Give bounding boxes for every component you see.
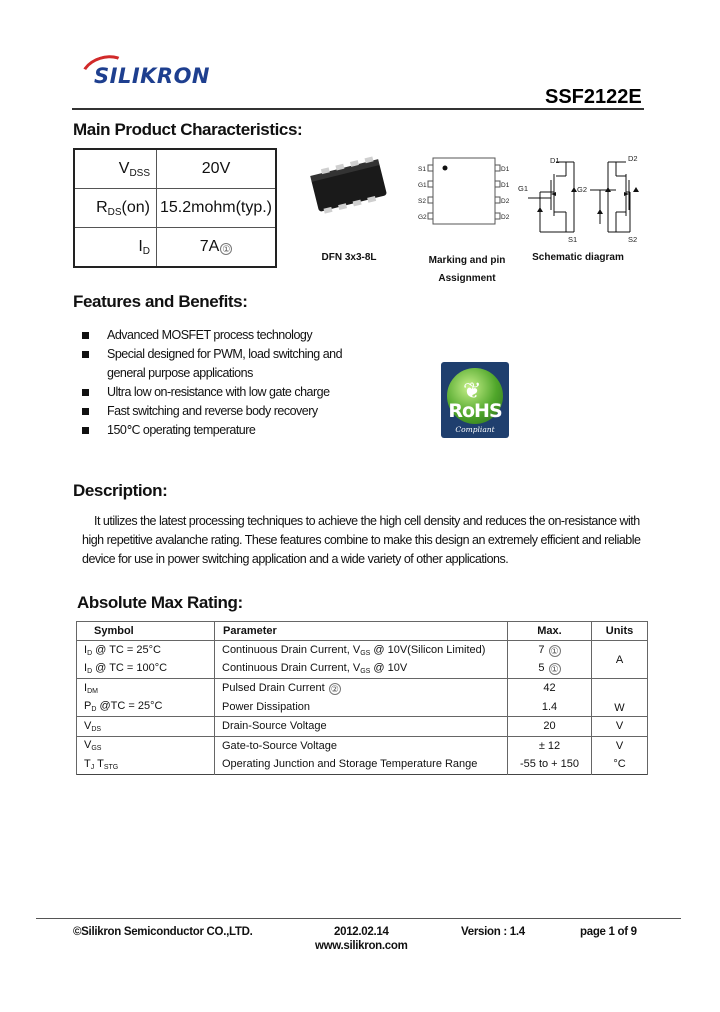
- header-divider: [72, 108, 644, 110]
- pin-label-d2b: D2: [501, 214, 510, 221]
- pin-label-s1: S1: [418, 166, 426, 173]
- pin-label-d2a: D2: [501, 198, 510, 205]
- table-row: ID @ TC = 100°C Continuous Drain Current, VGS @ 10V 5 ①: [77, 660, 648, 679]
- table-row: $I_D$ 7A ①: [74, 228, 276, 268]
- main-characteristics-table: [73, 148, 277, 268]
- table-row: PD @TC = 25°C Power Dissipation 1.4: [77, 698, 648, 717]
- table-row: ID @ TC = 25°C Continuous Drain Current, VGS @ 10V(Silicon Limited) 7 ① A: [77, 641, 648, 660]
- description-title: Description:: [73, 481, 168, 500]
- list-item: Ultra low on-resistance with low gate charge: [82, 383, 382, 402]
- abs-max-table: [76, 621, 648, 775]
- footer-page: page 1 of 9: [580, 926, 637, 938]
- features-title: Features and Benefits:: [73, 292, 248, 311]
- pin-label-g2: G2: [418, 214, 427, 221]
- bullet-icon: [82, 408, 89, 415]
- list-item: Special designed for PWM, load switching and general purpose applications: [82, 345, 382, 383]
- part-number: SSF2122E: [545, 86, 642, 108]
- footer-date: 2012.02.14: [334, 926, 389, 938]
- schematic-label-g1: G1: [518, 184, 529, 193]
- schematic-label-d1: D1: [550, 156, 560, 165]
- logo-text: SILIKRON: [94, 64, 211, 88]
- pin-label-d1a: D1: [501, 166, 510, 173]
- schematic-label-g2: G2: [577, 185, 588, 194]
- main-characteristics-title: Main Product Characteristics:: [73, 120, 303, 139]
- table-row: IDM Pulsed Drain Current ② 42 W: [77, 679, 648, 698]
- package-caption: DFN 3x3-8L: [321, 252, 377, 263]
- rohs-badge: ❦ RoHS Compliant: [441, 362, 509, 438]
- pin-label-g1: G1: [418, 182, 427, 189]
- table-row: TJ TSTG Operating Junction and Storage Temperature Range -55 to + 150 °C: [77, 755, 648, 774]
- bullet-icon: [82, 427, 89, 434]
- pin-assignment-diagram: [418, 157, 512, 227]
- schematic-diagram: [518, 152, 642, 246]
- list-item: 150℃ operating temperature: [82, 421, 382, 440]
- pin-label-s2: S2: [418, 198, 426, 205]
- list-item: Fast switching and reverse body recovery: [82, 402, 382, 421]
- features-list: [82, 326, 382, 440]
- company-logo: [88, 54, 213, 96]
- bullet-icon: [82, 351, 89, 358]
- table-row: $R_{DS}(on)$ 15.2mohm(typ.): [74, 189, 276, 228]
- bullet-icon: [82, 389, 89, 396]
- bullet-icon: [82, 332, 89, 339]
- schematic-label-d2: D2: [628, 154, 638, 163]
- footer-website[interactable]: www.silikron.com: [315, 940, 408, 952]
- abs-max-title: Absolute Max Rating:: [77, 593, 243, 612]
- footer-company: ©Silikron Semiconductor CO.,LTD.: [73, 926, 253, 938]
- description-text: It utilizes the latest processing techniques to achieve the high cell density and reduces the on-resistance with high repetitive avalanche rating. These features combine to make this design an extremely efficient and reliable device for use in power switching application and a wide variety of other applications.: [82, 514, 641, 566]
- dfn-package-image: [306, 156, 392, 218]
- pin-label-d1b: D1: [501, 182, 510, 189]
- schematic-label-s1: S1: [568, 235, 578, 244]
- schematic-caption: Schematic diagram: [532, 252, 624, 263]
- table-row: VGS Gate-to-Source Voltage ± 12 V: [77, 736, 648, 755]
- table-row: $V_{DSS}$ 20V: [74, 149, 276, 189]
- marking-caption: Marking and pin Assignment: [428, 255, 506, 284]
- list-item: Advanced MOSFET process technology: [82, 326, 382, 345]
- table-row: VDS Drain-Source Voltage 20 V: [77, 717, 648, 737]
- footer-divider: [36, 918, 681, 919]
- leaf-icon: ❦: [463, 378, 482, 403]
- footer-version: Version : 1.4: [461, 926, 525, 938]
- schematic-label-s2: S2: [628, 235, 638, 244]
- table-header: Symbol Parameter Max. Units: [77, 622, 648, 641]
